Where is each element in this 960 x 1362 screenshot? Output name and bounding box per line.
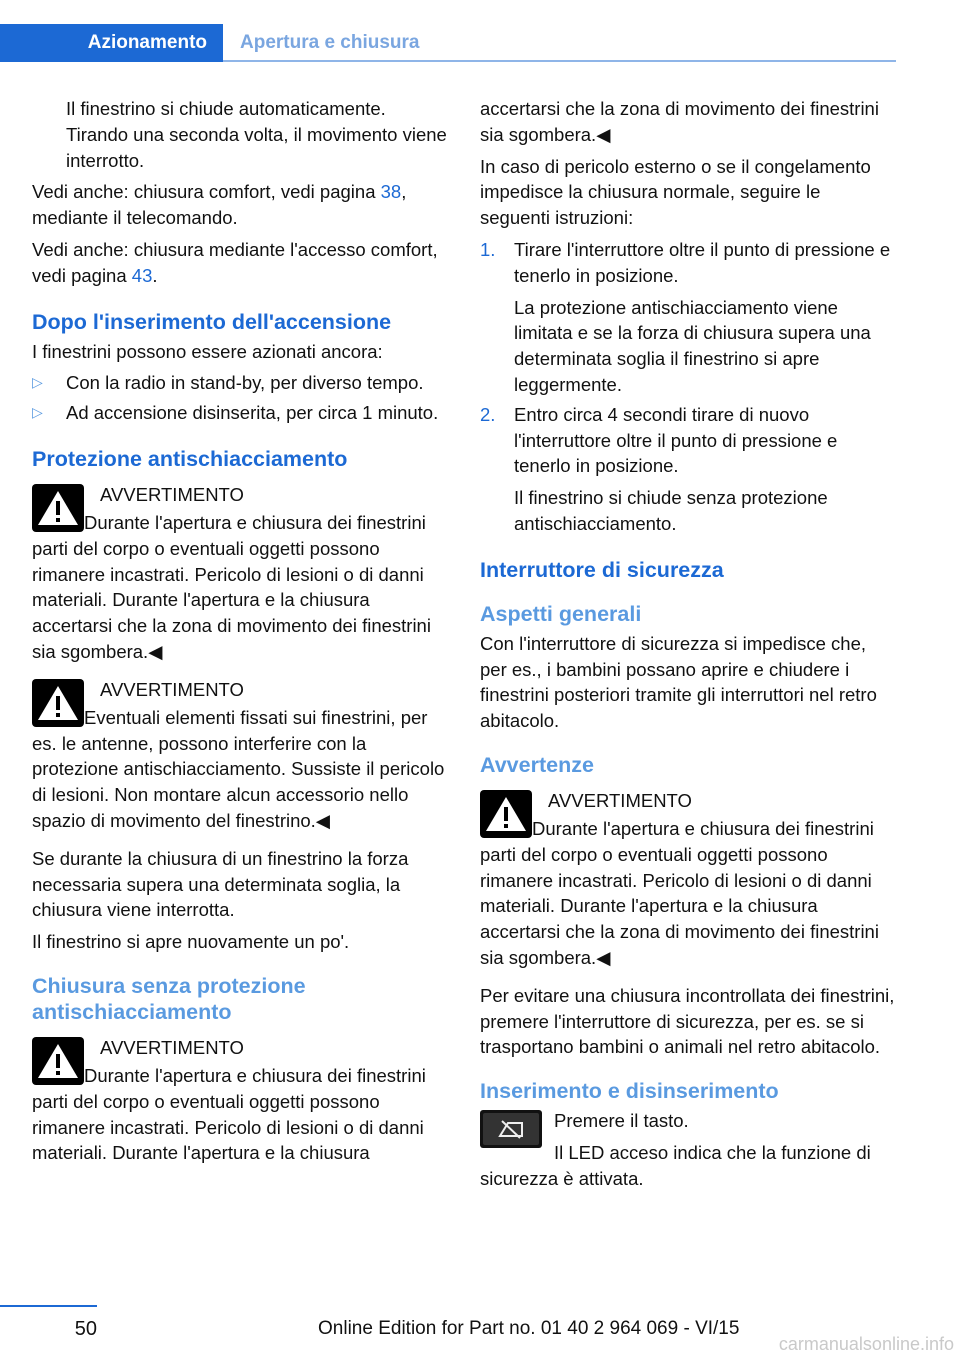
paragraph: Il finestrino si apre nuovamente un po'.: [32, 931, 350, 953]
step-number: 2.: [480, 403, 496, 425]
bullet-triangle-icon: ▷: [32, 404, 43, 421]
paragraph: Vedi anche: chiusura mediante l'accesso comfort, vedi pagina 43.: [32, 238, 438, 286]
edition-text: Online Edition for Part no. 01 40 2 964 069 - VI/15: [318, 1318, 740, 1339]
warning-box: [32, 677, 447, 834]
paragraph: Vedi anche: chiusura comfort, vedi pagina 38, mediante il telecomando.: [32, 181, 407, 229]
heading-dopo-accensione: Dopo l'inserimento dell'accensione: [32, 309, 392, 334]
heading-aspetti: Aspetti generali: [480, 601, 642, 626]
warning-box: [480, 788, 895, 971]
warning-title: AVVERTIMENTO: [100, 483, 244, 505]
window-lock-button-icon: [480, 1110, 542, 1148]
right-column: [480, 96, 895, 1198]
paragraph: In caso di pericolo esterno o se il congelamento impedisce la chiusura normale, seguire le seguenti istruzioni:: [480, 155, 871, 229]
paragraph: accertarsi che la zona di movimento dei finestrini sia sgombera.◀: [480, 98, 879, 145]
watermark: carmanualsonline.info: [778, 1334, 954, 1354]
section-tab-azionamento[interactable]: Azionamento: [0, 24, 223, 62]
heading-avvertenze: Avvertenze: [480, 752, 594, 777]
paragraph: Il finestrino si chiude automaticamente. Tirando una seconda volta, il movimento viene interrotto.: [66, 98, 447, 171]
paragraph: Con l'interruttore di sicurezza si impedisce che, per es., i bambini possano aprire e chiudere i finestrini posteriori tramite gli interruttori nel retro abitacolo.: [480, 632, 877, 732]
bullet-triangle-icon: ▷: [32, 374, 43, 391]
warning-triangle-icon: [480, 790, 532, 838]
left-column: [32, 96, 447, 1178]
section-tab-apertura[interactable]: Apertura e chiusura: [240, 32, 420, 53]
list-item: 2. Entro circa 4 secondi tirare di nuovo l'interruttore oltre il punto di pressione e tenerlo in posizione. Il finestrino si chiude senza protezione antischiacciamento.: [480, 402, 895, 537]
warning-text: Eventuali elementi fissati sui finestrini, per es. le antenne, possono interferire con la protezione antischiacciamento. Sussiste il pericolo di lesioni. Non montare alcun accessorio nello spazio di movimento del finestrino.◀: [32, 706, 445, 831]
warning-triangle-icon: [32, 679, 84, 727]
paragraph: I finestrini possono essere azionati ancora:: [32, 340, 383, 362]
paragraph: Se durante la chiusura di un finestrino la forza necessaria supera una determinata soglia, la chiusura viene interrotta.: [32, 847, 409, 921]
heading-chiusura-senza: Chiusura senza protezione antischiacciamento: [32, 973, 306, 1024]
heading-protezione: Protezione antischiacciamento: [32, 446, 348, 471]
page-link-38[interactable]: 38: [380, 181, 402, 203]
paragraph: Il LED acceso indica che la funzione di sicurezza è attivata.: [480, 1141, 871, 1189]
key-instruction: [480, 1108, 895, 1191]
warning-text: Durante l'apertura e chiusura dei finestrini parti del corpo o eventuali oggetti possono rimanere incastrati. Pericolo di lesioni o di danni materiali. Durante l'apertura e la chiusura accertarsi che la zona di movimento dei finestrini sia sgombera.◀: [480, 817, 879, 968]
list-item: 1. Tirare l'interruttore oltre il punto di pressione e tenerlo in posizione. La protezione antischiacciamento viene limitata e se la forza di chiusura supera una determinata soglia il finestrino si apre leggermente.: [480, 237, 895, 398]
page-link-43[interactable]: 43: [131, 264, 153, 286]
warning-box: [32, 1035, 447, 1166]
warning-title: AVVERTIMENTO: [100, 1036, 244, 1058]
warning-title: AVVERTIMENTO: [548, 789, 692, 811]
step-number: 1.: [480, 238, 496, 260]
warning-text: Durante l'apertura e chiusura dei finestrini parti del corpo o eventuali oggetti possono rimanere incastrati. Pericolo di lesioni o di danni materiali. Durante l'apertura e la chiusura: [32, 1064, 426, 1164]
page-header: [0, 0, 960, 62]
warning-triangle-icon: [32, 484, 84, 532]
list-item: ▷ Con la radio in stand-by, per diverso tempo.: [32, 370, 447, 396]
warning-box: [32, 482, 447, 665]
footer-rule: [0, 1305, 97, 1307]
warning-triangle-icon: [32, 1037, 84, 1085]
paragraph: Per evitare una chiusura incontrollata dei finestrini, premere l'interruttore di sicurezza, per es. se si trasportano bambini o animali nel retro abitacolo.: [480, 984, 895, 1058]
heading-interruttore: Interruttore di sicurezza: [480, 557, 724, 582]
header-rule: [223, 60, 896, 62]
heading-inserimento: Inserimento e disinserimento: [480, 1079, 779, 1104]
paragraph: Premere il tasto.: [554, 1110, 689, 1132]
page-number: 50: [74, 1318, 97, 1340]
list-item: ▷ Ad accensione disinserita, per circa 1 minuto.: [32, 400, 447, 426]
warning-text: Durante l'apertura e chiusura dei finestrini parti del corpo o eventuali oggetti possono rimanere incastrati. Pericolo di lesioni o di danni materiali. Durante l'apertura e la chiusura accertarsi che la zona di movimento dei finestrini sia sgombera.◀: [32, 511, 431, 662]
warning-title: AVVERTIMENTO: [100, 678, 244, 700]
